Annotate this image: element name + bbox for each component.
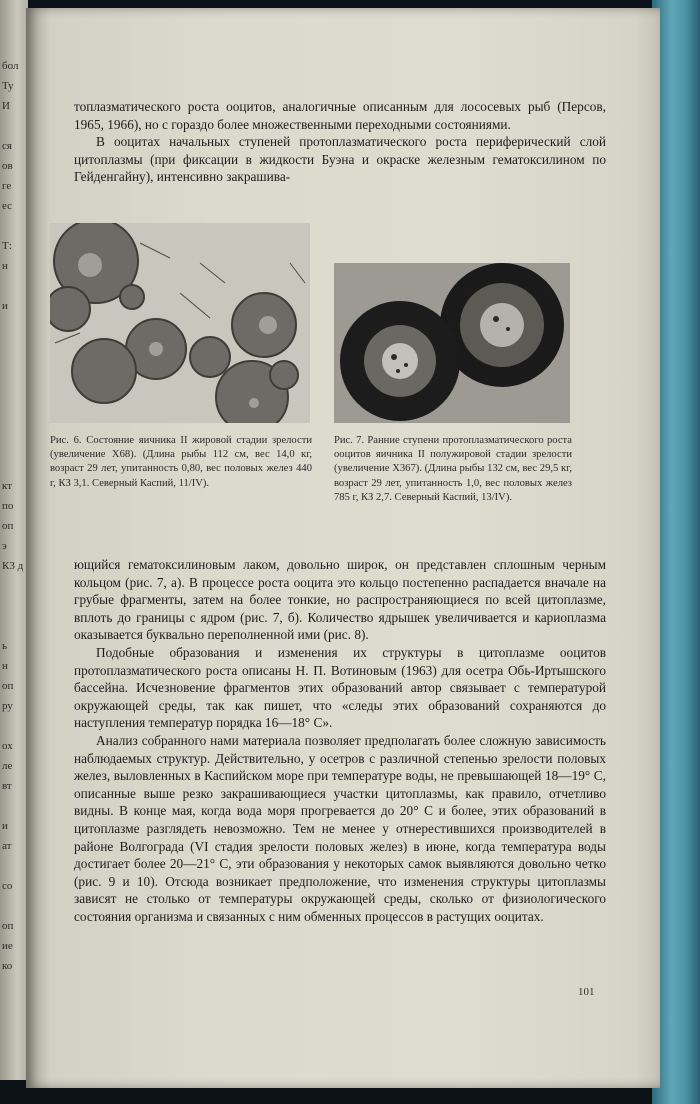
paragraph: Анализ собранного нами материала позволяет предполагать более сложную зависимость наблюдаемых структур. Действительно, у осетров с различной степенью зрелости половых желез, выловленных в Каспийском море при температуре воды, не превышающей 18—19° С, описанные выше резко закрашивающиеся участки цитоплазмы, как правило, отчетливо видны. В конце мая, когда вода моря прогревается до 20° С и более, этих образований в цитоплазме разглядеть невозможно. Тем не менее у отнерестившихся производителей в районе Волгограда (VI стадия зрелости половых желез) в июне, когда температура воды достигает более 20—21° С, эти образования у некоторых самок выявляются довольно четко (рис. 9 и 10). Отсюда возникает предположение, что изменения структуры цитоплазмы зависят не столько от температуры окружающей среды, сколько от физиологического состояния организма и связанных с ним обменных процессов в растущих ооцитах.	[74, 732, 606, 924]
left-page-text-fragment: ов	[2, 160, 13, 172]
left-page-text-fragment: оп	[2, 680, 14, 692]
paragraph: В ооцитах начальных ступеней протоплазматического роста периферический слой цитоплазмы (при фиксации в жидкости Буэна и окраске железным гематоксилином по Гейденгайну), интенсивно закрашива-	[74, 134, 606, 185]
left-page-text-fragment: ру	[2, 700, 13, 712]
left-page-text-fragment: И	[2, 100, 10, 112]
left-page-text-fragment: Ту	[2, 80, 14, 92]
left-page-text-fragment: ле	[2, 760, 13, 772]
left-page-text-fragment: оп	[2, 520, 14, 532]
left-page-text-fragment: бол	[2, 60, 19, 72]
figure-6-micrograph	[50, 223, 310, 423]
left-page-text-fragment: по	[2, 500, 14, 512]
left-page-text-fragment: К3 д	[2, 560, 24, 572]
book-page	[26, 8, 660, 1088]
paragraph: Подобные образования и изменения их структуры в цитоплазме ооцитов протоплазматического роста описаны Н. П. Вотиновым (1963) для осетра Обь-Иртышского бассейна. Исчезновение фрагментов этих образований автор связывает с температурой окружающей среды, так как пишет, что «следы этих образований сохраняются до наступления температур порядка 16—18° С».	[74, 644, 606, 731]
left-page-text-fragment: н	[2, 260, 8, 272]
left-page-text-fragment: ие	[2, 940, 13, 952]
left-page-text-fragment: ге	[2, 180, 12, 192]
left-page-text-fragment: и	[2, 820, 8, 832]
text-block-bottom	[74, 556, 606, 925]
left-page-text-fragment: э	[2, 540, 7, 552]
left-page-text-fragment: Т:	[2, 240, 12, 252]
left-page-text-fragment: ко	[2, 960, 13, 972]
left-page-text-fragment: ох	[2, 740, 13, 752]
figure-7-caption: Рис. 7. Ранние ступени протоплазматического роста ооцитов яичника II полужировой стадии зрелости (увеличение Х367). (Длина рыбы 132 см, вес 29,5 кг, возраст 29 лет, упитанность 1,0, вес половых желез 785 г, КЗ 2,7. Северный Каспий, 13/IV).	[334, 435, 572, 503]
left-page-text-fragment: со	[2, 880, 13, 892]
left-page-text-fragment: ся	[2, 140, 12, 152]
left-page-text-fragment: ь	[2, 640, 8, 652]
figure-7-micrograph	[334, 263, 570, 423]
left-page-text-fragment: ат	[2, 840, 12, 852]
left-page-text-fragment: и	[2, 300, 8, 312]
left-page-text-fragment: ес	[2, 200, 13, 212]
left-page-text-fragment: вт	[2, 780, 12, 792]
figure-6-caption: Рис. 6. Состояние яичника II жировой стадии зрелости (увеличение Х68). (Длина рыбы 112 см, вес 14,0 кг, возраст 29 лет, упитанность 0,80, вес половых желез 440 г, КЗ 3,1. Северный Каспий, 11/IV).	[50, 435, 312, 489]
text-block-top	[74, 98, 606, 186]
left-page-text-fragment: оп	[2, 920, 14, 932]
page-number: 101	[578, 986, 595, 998]
left-page-text-fragment: н	[2, 660, 8, 672]
previous-page-edge	[0, 0, 28, 1080]
paragraph: топлазматического роста ооцитов, аналогичные описанным для лососевых рыб (Персов, 1965, 1966), но с гораздо более множественными переходными состояниями.	[74, 99, 606, 132]
left-page-text-fragment: кт	[2, 480, 13, 492]
figure-7-image	[334, 263, 570, 423]
figure-6-image	[50, 223, 310, 423]
paragraph: ющийся гематоксилиновым лаком, довольно широк, он представлен сплошным черным кольцом (рис. 7, а). В процессе роста ооцита это кольцо постепенно распадается вначале на грубые фрагменты, затем на более тонкие, но распространяющиеся по всей цитоплазме, вплоть до границы с ядром (рис. 7, б). Количество ядрышек увеличивается и кариоплазма оказывается буквально переполненной ими (рис. 8).	[74, 557, 606, 643]
